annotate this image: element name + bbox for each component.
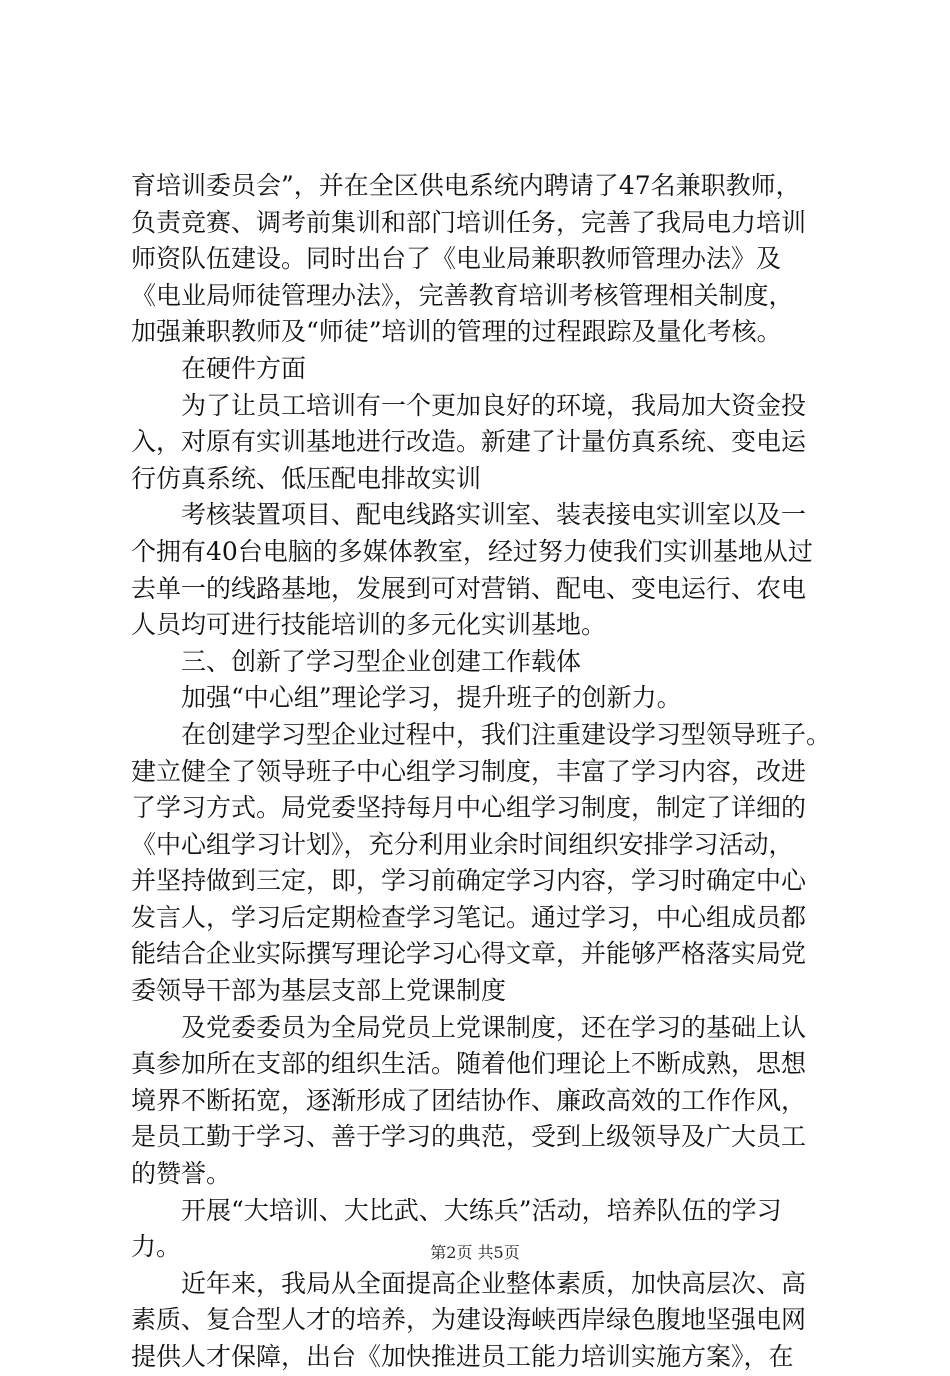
text-line: 素质、复合型人才的培养，为建设海峡西岸绿色腹地坚强电网 (131, 1305, 807, 1335)
text-line: 师资队伍建设。同时出台了《电业局兼职教师管理办法》及 (131, 244, 782, 274)
text-line: 《电业局师徒管理办法》，完善教育培训考核管理相关制度， (131, 280, 794, 310)
text-line: 入，对原有实训基地进行改造。新建了计量仿真系统、变电运 (131, 427, 807, 457)
text-line: 发言人，学习后定期检查学习笔记。通过学习，中心组成员都 (131, 902, 807, 932)
text-line: 三、创新了学习型企业创建工作载体 (181, 646, 582, 676)
text-line: 近年来，我局从全面提高企业整体素质，加快高层次、高 (181, 1268, 807, 1298)
text-line: 建立健全了领导班子中心组学习制度，丰富了学习内容，改进 (131, 756, 807, 786)
text-line: 真参加所在支部的组织生活。随着他们理论上不断成熟，思想 (131, 1049, 807, 1079)
text-line: 在创建学习型企业过程中，我们注重建设学习型领导班子。 (181, 719, 832, 749)
text-line: 考核装置项目、配电线路实训室、装表接电实训室以及一 (181, 500, 807, 530)
text-line: 为了让员工培训有一个更加良好的环境，我局加大资金投 (181, 390, 807, 420)
text-line: 育培训委员会”，并在全区供电系统内聘请了47名兼职教师， (131, 171, 801, 200)
text-line: 行仿真系统、低压配电排故实训 (131, 463, 482, 493)
text-line: 及党委委员为全局党员上党课制度，还在学习的基础上认 (181, 1012, 807, 1042)
text-line: 加强兼职教师及“师徒”培训的管理的过程跟踪及量化考核。 (131, 317, 782, 347)
text-line: 《中心组学习计划》，充分利用业余时间组织安排学习活动， (131, 829, 794, 859)
text-line: 个拥有40台电脑的多媒体教室，经过努力使我们实训基地从过 (131, 536, 813, 566)
text-line: 去单一的线路基地，发展到可对营销、配电、变电运行、农电 (131, 573, 807, 603)
text-line: 提供人才保障，出台《加快推进员工能力培训实施方案》，在 (131, 1342, 794, 1371)
text-line: 负责竞赛、调考前集训和部门培训任务，完善了我局电力培训 (131, 207, 807, 237)
text-line: 并坚持做到三定，即，学习前确定学习内容，学习时确定中心 (131, 866, 807, 896)
text-line: 境界不断拓宽，逐渐形成了团结协作、廉政高效的工作作风， (131, 1085, 807, 1115)
text-line: 委领导干部为基层支部上党课制度 (131, 976, 507, 1006)
text-line: 了学习方式。局党委坚持每月中心组学习制度，制定了详细的 (131, 793, 807, 823)
text-line: 能结合企业实际撰写理论学习心得文章，并能够严格落实局党 (131, 939, 807, 969)
text-line: 在硬件方面 (181, 353, 307, 383)
text-line: 的赞誉。 (131, 1159, 232, 1189)
text-line: 力。 (131, 1232, 182, 1262)
document-body (131, 168, 836, 1376)
text-line: 加强“中心组”理论学习，提升班子的创新力。 (181, 683, 682, 713)
text-line: 人员均可进行技能培训的多元化实训基地。 (131, 610, 607, 640)
page-footer: 第2页 共5页 (430, 1243, 520, 1262)
text-line: 是员工勤于学习、善于学习的典范，受到上级领导及广大员工 (131, 1122, 807, 1152)
text-line: 开展“大培训、大比武、大练兵”活动，培养队伍的学习 (181, 1195, 782, 1225)
